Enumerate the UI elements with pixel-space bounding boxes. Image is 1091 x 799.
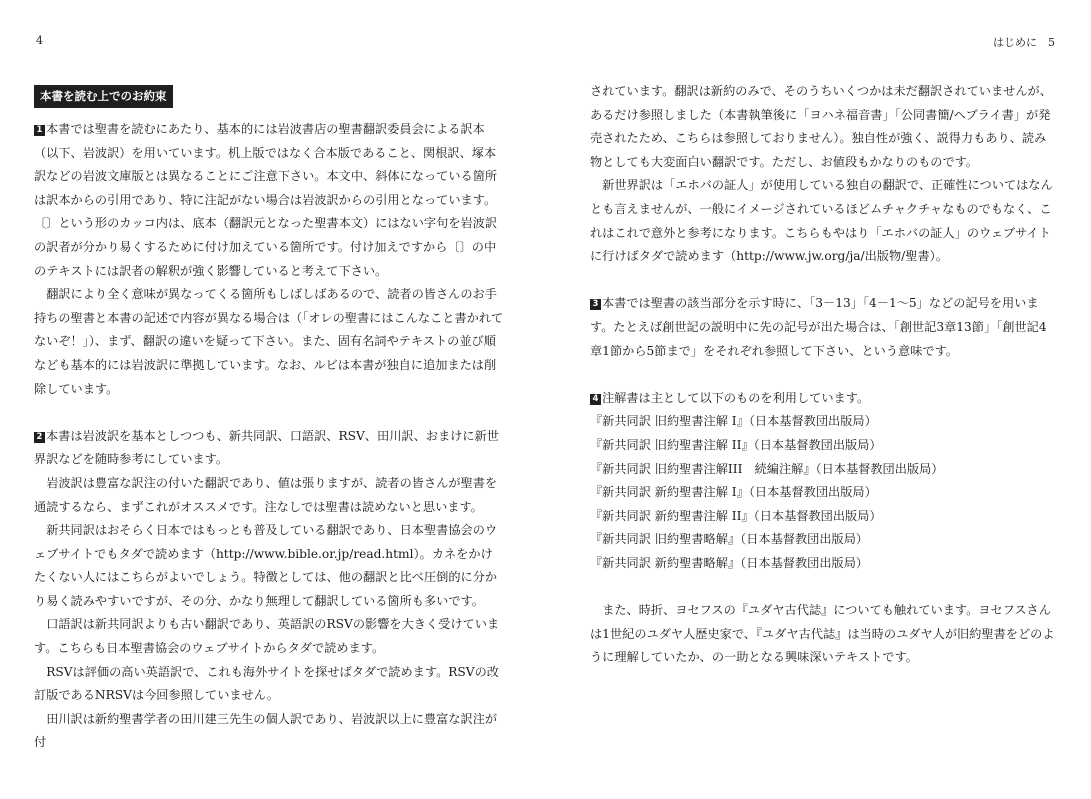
reference-item: 『新共同訳 新約聖書注解 II』（日本基督教団出版局）: [590, 508, 882, 523]
item-1-paragraph-2: 翻訳により全く意味が異なってくる箇所もしばしばあるので、読者の皆さんのお手持ちの聖書と本書の記述で内容が異なる場合は（「オレの聖書にはこんなこと書かれてないぞ！」）、まず、翻訳の違いを疑って下さい。また、固有名詞やテキストの並び順なども基本的には岩波訳に準拠しています。なお、ルビは本書が独自に追加または削除しています。: [34, 287, 504, 396]
section-title: 本書を読む上でのお約束: [34, 85, 173, 108]
item-4-intro: [590, 387, 1058, 411]
reference-item: 『新共同訳 旧約聖書注解III 続編注解』（日本基督教団出版局）: [590, 461, 944, 476]
item-2-paragraph-1: [34, 425, 504, 472]
new-world-paragraph: 新世界訳は「エホバの証人」が使用している独自の翻訳で、正確性についてはなんとも言えませんが、一般にイメージされているほどムチャクチャなものでもなく、これはこれで意外と参考になります。こちらもやはり「エホバの証人」のウェブサイトに行けばタダで読めます（http://www.jw.org/ja/出版物/聖書）。: [590, 178, 1053, 264]
continuation-paragraph: されています。翻訳は新約のみで、そのうちいくつかは未だ翻訳されていませんが、あるだけ参照しました（本書執筆後に「ヨハネ福音書」「公同書簡/ヘブライ書」が発売されたため、こちらは参照しておりません）。独自性が強く、説得力もあり、読み物としても大変面白い翻訳です。ただし、お値段もかなりのものです。: [590, 84, 1052, 169]
josephus-paragraph: また、時折、ヨセフスの『ユダヤ古代誌』についても触れています。ヨセフスさんは1世紀のユダヤ人歴史家で、『ユダヤ古代誌』は当時のユダヤ人が旧約聖書をどのように理解していたか、の一助となる興味深いテキストです。: [590, 603, 1055, 665]
item-4-badge: 4: [590, 394, 601, 405]
item-2-paragraph-4: 口語訳は新共同訳よりも古い翻訳であり、英語訳のRSVの影響を大きく受けています。こちらも日本聖書協会のウェブサイトからタダで読めます。: [34, 617, 500, 656]
left-column: [34, 80, 504, 755]
right-column: [590, 80, 1058, 670]
item-3-badge: 3: [590, 299, 601, 310]
item-2-text: 本書は岩波訳を基本としつつも、新共同訳、口語訳、RSV、田川訳、おまけに新世界訳などを随時参考にしています。: [34, 428, 499, 467]
reference-list: [590, 410, 1058, 575]
item-2-paragraph-2: 岩波訳は豊富な訳注の付いた翻訳であり、値は張りますが、読者の皆さんが聖書を通読するなら、まずこれがオススメです。注なしでは聖書は読めないと思います。: [34, 475, 498, 514]
spacer: [590, 363, 1058, 387]
item-2-paragraph-3: 新共同訳はおそらく日本ではもっとも普及している翻訳であり、日本聖書協会のウェブサイトでもタダで読めます（http://www.bible.or.jp/read.html）。カネをかけたくない人にはこちらがよいでしょう。特徴としては、他の翻訳と比べ圧倒的に分かり易く読みやすいですが、その分、かなり無理して翻訳している箇所も多いです。: [34, 523, 498, 608]
item-1-paragraph-1: [34, 118, 504, 283]
item-1-badge: 1: [34, 125, 45, 136]
item-3-text: 本書では聖書の該当部分を示す時に、「3－13」「4－1～5」などの記号を用います。たとえば創世記の説明中に先の記号が出た場合は、「創世記3章13節」「創世記4章1節から5節まで」をそれぞれ参照して下さい、という意味です。: [590, 296, 1047, 358]
item-1-text: 本書では聖書を読むにあたり、基本的には岩波書店の聖書翻訳委員会による訳本（以下、岩波訳）を用いています。机上版ではなく合本版であること、関根訳、塚本訳などの岩波文庫版とは異なることにご注意下さい。本文中、斜体になっている箇所は訳本からの引用であり、特に注記がない場合は岩波訳からの引用となっています。〔〕という形のカッコ内は、底本（翻訳元となった聖書本文）にはない字句を岩波訳の訳者が分かり易くするために付け加えている箇所です。付け加えですから〔〕の中のテキストには訳者の解釈が強く影響していると考えて下さい。: [34, 122, 498, 278]
reference-item: 『新共同訳 旧約聖書略解』（日本基督教団出版局）: [590, 532, 869, 547]
item-2-badge: 2: [34, 432, 45, 443]
spacer: [34, 401, 504, 425]
reference-item: 『新共同訳 旧約聖書注解 I』（日本基督教団出版局）: [590, 414, 877, 429]
reference-item: 『新共同訳 旧約聖書注解 II』（日本基督教団出版局）: [590, 437, 882, 452]
left-page-number: 4: [36, 34, 43, 47]
right-page-header: はじめに 5: [993, 36, 1055, 49]
item-4-text: 注解書は主として以下のものを利用しています。: [602, 390, 870, 405]
reference-item: 『新共同訳 新約聖書略解』（日本基督教団出版局）: [590, 555, 869, 570]
item-2-paragraph-5: RSVは評価の高い英語訳で、これも海外サイトを探せばタダで読めます。RSVの改訂版であるNRSVは今回参照していません。: [34, 664, 499, 703]
spacer: [590, 575, 1058, 599]
item-2-paragraph-6: 田川訳は新約聖書学者の田川建三先生の個人訳であり、岩波訳以上に豊富な訳注が付: [34, 711, 498, 750]
reference-item: 『新共同訳 新約聖書注解 I』（日本基督教団出版局）: [590, 485, 877, 500]
spacer: [590, 269, 1058, 293]
item-3-paragraph: [590, 292, 1058, 363]
